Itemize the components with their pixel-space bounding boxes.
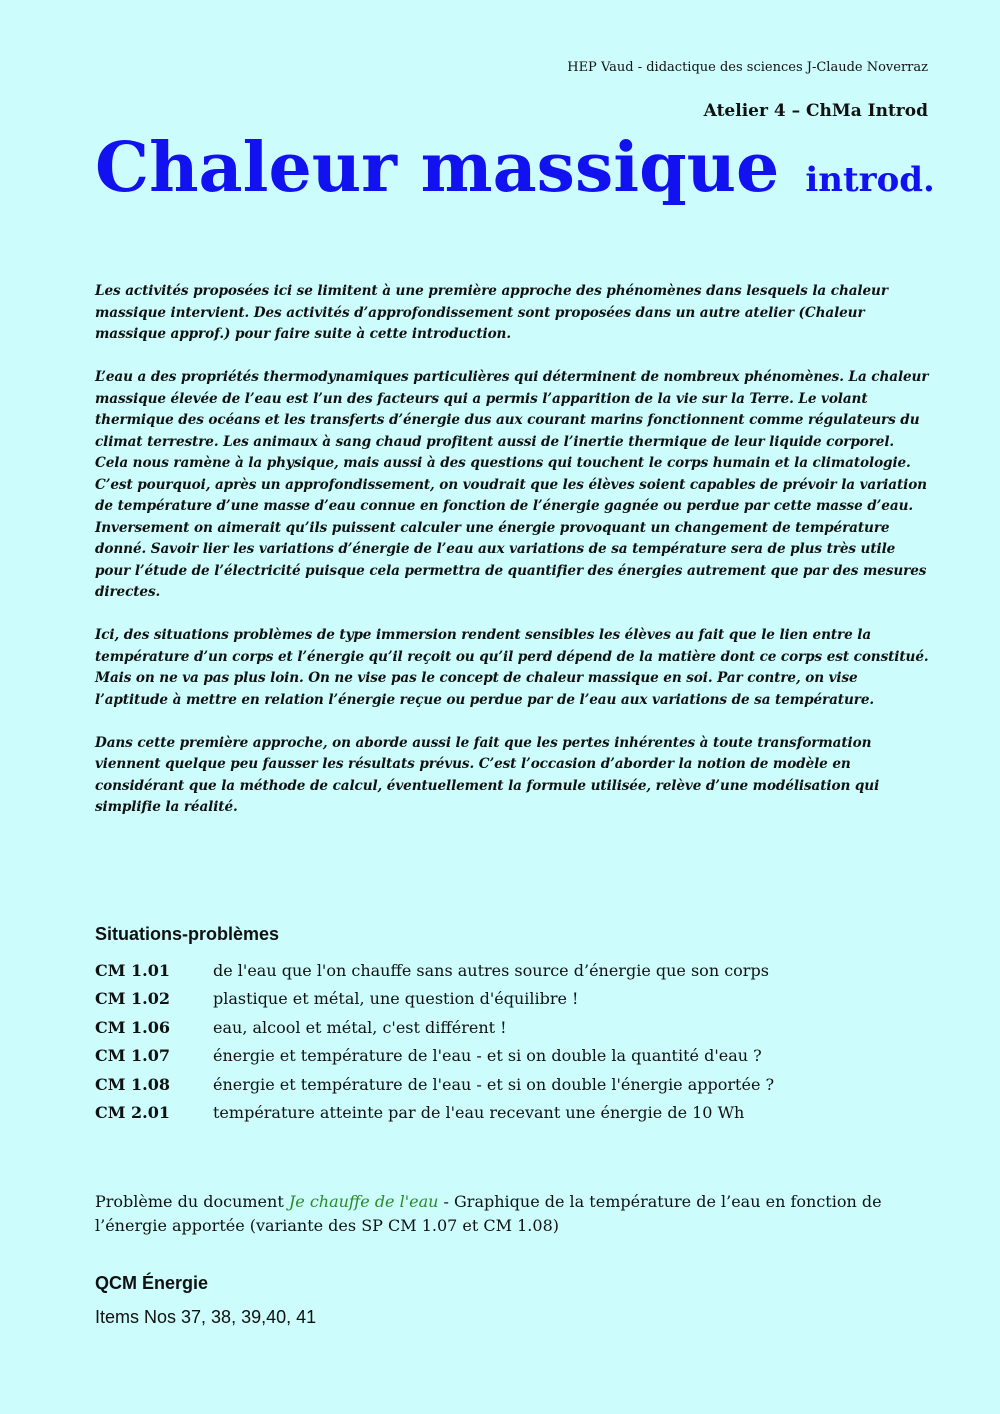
- probleme-prefix: Problème du document: [95, 1192, 289, 1211]
- list-item: [95, 985, 925, 1014]
- situation-description: énergie et température de l'eau - et si on double la quantité d'eau ?: [213, 1046, 762, 1066]
- intro-text: [95, 281, 930, 840]
- page-title: [95, 128, 935, 208]
- situation-description: température atteinte par de l'eau recevant une énergie de 10 Wh: [213, 1103, 745, 1123]
- list-item: [95, 1070, 925, 1099]
- situations-list: [95, 956, 925, 1127]
- situation-description: eau, alcool et métal, c'est différent !: [213, 1017, 507, 1037]
- situation-code: CM 1.01: [95, 960, 170, 980]
- title-sub: introd.: [805, 160, 935, 200]
- situation-description: de l'eau que l'on chauffe sans autres source d’énergie que son corps: [213, 960, 769, 980]
- situation-description: énergie et température de l'eau - et si on double l'énergie apportée ?: [213, 1074, 775, 1094]
- title-main: Chaleur massique: [95, 128, 780, 208]
- probleme-suffix: - Graphique de la température de l’eau en fonction de l’énergie apportée (variante des SP CM 1.07 et CM 1.08): [95, 1192, 882, 1235]
- list-item: [95, 1013, 925, 1042]
- situations-heading: Situations-problèmes: [95, 924, 280, 944]
- situation-code: CM 1.06: [95, 1017, 170, 1037]
- document-link[interactable]: Je chauffe de l'eau: [288, 1192, 439, 1211]
- qcm-items: Items Nos 37, 38, 39,40, 41: [95, 1307, 317, 1327]
- intro-paragraph: Ici, des situations problèmes de type immersion rendent sensibles les élèves au fait que le lien entre la température d’un corps et l’énergie qu’il reçoit ou qu’il perd dépend de la matière dont ce corps est constitué. Mais on ne va pas plus loin. On ne vise pas le concept de chaleur massique en soi. Par contre, on vise l’aptitude à mettre en relation l’énergie reçue ou perdue par de l’eau aux variations de sa température.: [95, 627, 929, 708]
- situation-code: CM 1.02: [95, 989, 170, 1009]
- situation-code: CM 1.07: [95, 1046, 170, 1066]
- list-item: [95, 1099, 925, 1128]
- probleme-paragraph: [95, 1190, 930, 1238]
- header-credit: HEP Vaud - didactique des sciences J-Claude Noverraz: [567, 60, 928, 75]
- intro-paragraph: Dans cette première approche, on aborde aussi le fait que les pertes inhérentes à toute transformation viennent quelque peu fausser les résultats prévus. C’est l’occasion d’aborder la notion de modèle en considérant que la méthode de calcul, éventuellement la formule utilisée, relève d’une modélisation qui simplifie la réalité.: [95, 734, 880, 815]
- intro-paragraph: Les activités proposées ici se limitent à une première approche des phénomènes dans lesquels la chaleur massique intervient. Des activités d’approfondissement sont proposées dans un autre atelier (Chaleur massique approf.) pour faire suite à cette introduction.: [95, 283, 888, 342]
- intro-paragraph: L’eau a des propriétés thermodynamiques particulières qui déterminent de nombreux phénomènes. La chaleur massique élevée de l’eau est l’un des facteurs qui a permis l’apparition de la vie sur la Terre. Le volant thermique des océans et les transferts d’énergie dus aux courant marins fonctionnent comme régulateurs du climat terrestre. Les animaux à sang chaud profitent aussi de l’inertie thermique de leur liquide corporel. Cela nous ramène à la physique, mais aussi à des questions qui touchent le corps humain et la climatologie. C’est pourquoi, après un approfondissement, on voudrait que les élèves soient capables de prévoir la variation de température d’une masse d’eau connue en fonction de l’énergie gagnée ou perdue par cette masse d’eau. Inversement on aimerait qu’ils puissent calculer une énergie provoquant un changement de température donné. Savoir lier les variations d’énergie de l’eau aux variations de sa température sera de plus très utile pour l’étude de l’électricité puisque cela permettra de quantifier des énergies autrement que par des mesures directes.: [95, 369, 929, 600]
- situation-code: CM 2.01: [95, 1103, 170, 1123]
- atelier-label: Atelier 4 – ChMa Introd: [703, 101, 928, 121]
- list-item: [95, 956, 925, 985]
- list-item: [95, 1042, 925, 1071]
- qcm-heading: QCM Énergie: [95, 1273, 209, 1293]
- situation-code: CM 1.08: [95, 1074, 170, 1094]
- situation-description: plastique et métal, une question d'équilibre !: [213, 989, 579, 1009]
